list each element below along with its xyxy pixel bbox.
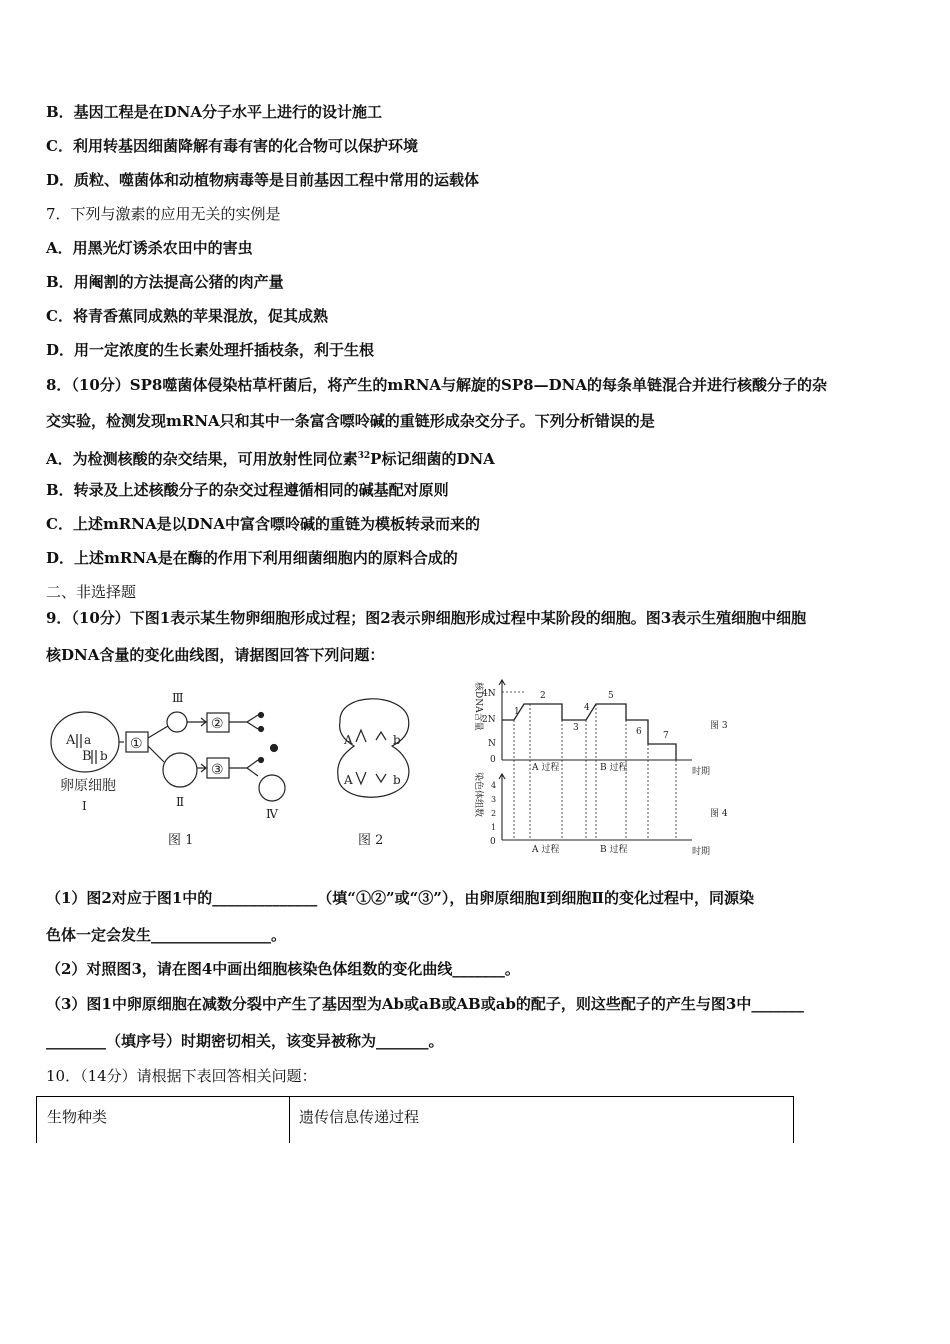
tick-2N: 2N	[482, 715, 496, 725]
tick-4N: 4N	[482, 689, 496, 699]
option-d-q6: D．质粒、噬菌体和动植物病毒等是目前基因工程中常用的运载体	[46, 171, 480, 189]
gene-A-bottom: A	[344, 773, 353, 787]
question-10: 10．（14分）请根据下表回答相关问题：	[46, 1067, 317, 1085]
period-3: 3	[573, 723, 579, 733]
question-8-line1: 8．（10分）SP8噬菌体侵染枯草杆菌后，将产生的mRNA与解旋的SP8—DNA的每条单链混合并进行核酸分子的杂	[46, 376, 827, 394]
label-I: Ⅰ	[82, 799, 87, 813]
q9-part-1-line2: 色体一定会发生________________。	[46, 926, 287, 944]
option-a-q7: A．用黑光灯诱杀农田中的害虫	[46, 239, 253, 257]
question-9-line1: 9．（10分）下图1表示某生物卵细胞形成过程；图2表示卵细胞形成过程中某阶段的细胞。图3表示生殖细胞中细胞	[46, 609, 807, 627]
option-b-q7: B．用阉割的方法提高公猪的肉产量	[46, 273, 284, 291]
tick-N: N	[488, 739, 496, 749]
period-7: 7	[663, 731, 669, 741]
q9-part-3-line1: （3）图1中卵原细胞在减数分裂中产生了基因型为Ab或aB或AB或ab的配子，则这些配子的产生与图3中_______	[46, 995, 804, 1013]
figure-4-process-b: B 过程	[600, 845, 628, 855]
period-6: 6	[636, 727, 642, 737]
figure-3-caption: 图 3	[710, 721, 728, 731]
step-2-label: ②	[211, 716, 224, 732]
table-column-divider	[289, 1097, 290, 1143]
figure-1-caption: 图 1	[168, 833, 194, 848]
gene-b: b	[100, 749, 108, 763]
question-7: 7．下列与激素的应用无关的实例是	[46, 205, 281, 223]
figure-2	[338, 699, 409, 848]
figure-3-ylabel: 核DNA含量	[473, 682, 483, 731]
question-8-line2: 交实验，检测发现mRNA只和其中一条富含嘌呤碱的重链形成杂交分子。下列分析错误的是	[46, 412, 655, 430]
step-1-label: ①	[130, 736, 143, 752]
label-II: Ⅱ	[176, 795, 185, 809]
gene-A: A	[66, 733, 76, 748]
option-c-q7: C．将青香蕉同成熟的苹果混放，促其成熟	[46, 307, 328, 325]
tick-4: 4	[491, 781, 497, 790]
option-b-q8: B．转录及上述核酸分子的杂交过程遵循相同的碱基配对原则	[46, 481, 449, 499]
label-IV: Ⅳ	[266, 807, 278, 821]
gene-a: a	[84, 733, 92, 747]
section-heading: 二、非选择题	[46, 583, 137, 601]
option-c-q6: C．利用转基因细菌降解有毒有害的化合物可以保护环境	[46, 137, 418, 155]
option-c-q8: C．上述mRNA是以DNA中富含嘌呤碱的重链为模板转录而来的	[46, 515, 480, 533]
period-2: 2	[540, 691, 546, 701]
cell-IV	[259, 775, 285, 801]
period-1: 1	[514, 707, 520, 717]
q9-part-3-line2: ________（填序号）时期密切相关，该变异被称为_______。	[46, 1032, 444, 1050]
q9-part-2: （2）对照图3，请在图4中画出细胞核染色体组数的变化曲线_______。	[46, 960, 520, 978]
figure-4-xlabel: 时期	[692, 847, 711, 857]
tick-zero-4: 0	[490, 837, 496, 847]
figure-1	[51, 691, 285, 848]
figure-3-process-a: A 过程	[532, 763, 560, 773]
tick-3: 3	[491, 795, 497, 804]
figure-2-caption: 图 2	[358, 833, 384, 848]
option-d-q7: D．用一定浓度的生长素处理扦插枝条，利于生根	[46, 341, 375, 359]
option-d-q8: D．上述mRNA是在酶的作用下利用细菌细胞内的原料合成的	[46, 549, 458, 567]
step-3-label: ③	[211, 762, 224, 778]
gene-B: B	[82, 749, 92, 764]
cell-name-label: 卵原细胞	[60, 778, 116, 794]
tick-1: 1	[491, 823, 497, 832]
figure-4	[473, 772, 728, 857]
gene-b-top: b	[393, 733, 401, 747]
cell-III	[167, 712, 187, 732]
figure-4-process-a: A 过程	[532, 845, 560, 855]
table-header-process: 遗传信息传递过程	[299, 1108, 420, 1126]
tick-2: 2	[491, 809, 497, 818]
period-5: 5	[608, 691, 614, 701]
figure-4-caption: 图 4	[710, 809, 728, 819]
table-header-organism: 生物种类	[47, 1108, 108, 1126]
figure-3-xlabel: 时期	[692, 767, 711, 777]
figure-3	[473, 680, 728, 840]
label-III: Ⅲ	[172, 691, 184, 705]
tick-zero-3: 0	[490, 755, 496, 765]
figure-3-process-b: B 过程	[600, 763, 628, 773]
q9-part-1-line1: （1）图2对应于图1中的______________（填“①②”或“③”），由卵原细胞Ⅰ到细胞Ⅱ的变化过程中，同源染	[46, 889, 754, 907]
info-table	[36, 1096, 794, 1143]
gene-b-bottom: b	[393, 773, 401, 787]
option-a-q8: A．为检测核酸的杂交结果，可用放射性同位素$^{32}$P标记细菌的DNA	[46, 450, 495, 468]
gene-A-top: A	[344, 733, 353, 747]
option-b-q6: B．基因工程是在DNA分子水平上进行的设计施工	[46, 103, 383, 121]
cell-II	[163, 753, 197, 787]
figures-panel	[40, 672, 920, 862]
question-9-line2: 核DNA含量的变化曲线图，请据图回答下列问题：	[46, 646, 385, 664]
period-4: 4	[584, 703, 590, 713]
figure-4-ylabel: 染色体组数	[473, 772, 483, 818]
